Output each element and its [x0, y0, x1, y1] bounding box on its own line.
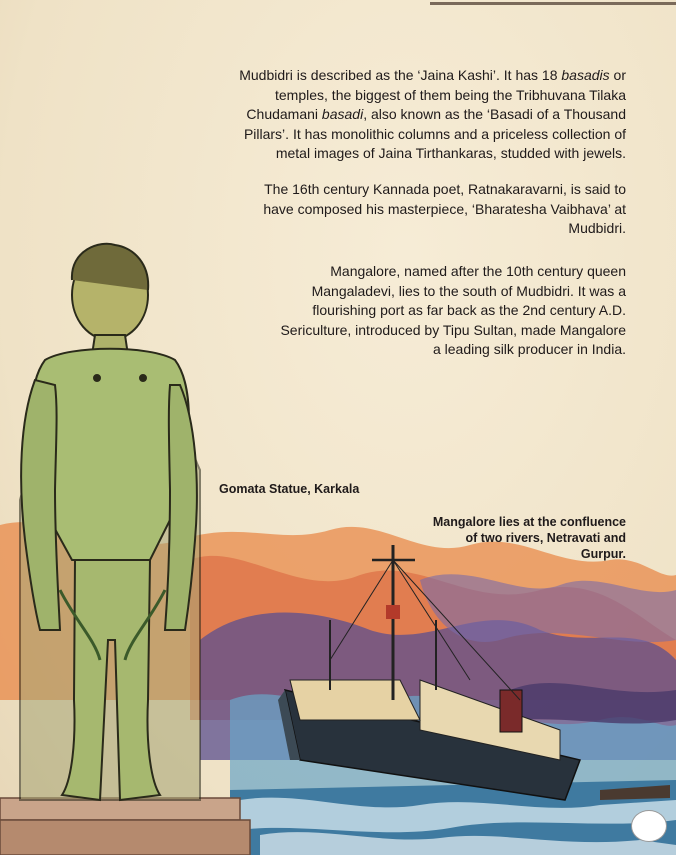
- ship-caption: [366, 514, 626, 562]
- ship-caption-line: of two rivers, Netravati and: [465, 531, 626, 545]
- paragraph-mangalore: [226, 262, 626, 360]
- paragraph-line: [312, 302, 626, 318]
- paragraph-line: [244, 126, 626, 142]
- paragraph-line: [330, 263, 626, 279]
- paragraph-line: [246, 106, 626, 122]
- paragraph-mudbidri: [166, 66, 626, 164]
- text-segment: Mangaladevi, lies to the south of Mudbidri. It was a: [311, 282, 626, 299]
- paragraph-line: [275, 87, 626, 103]
- text-segment: metal images of Jaina Tirthankaras, studded with jewels.: [275, 145, 626, 161]
- italic-term: basadis: [561, 67, 610, 83]
- paragraph-line: [433, 341, 626, 357]
- text-segment: Mangalore, named after the 10th century queen: [330, 263, 626, 279]
- paragraph-line: [312, 283, 626, 299]
- pedestal-illustration: [0, 798, 250, 855]
- text-segment: Mudbidri.: [568, 220, 626, 236]
- paragraph-line: [280, 322, 626, 338]
- paragraph-ratnakaravarni: [196, 180, 626, 239]
- text-segment: or: [609, 67, 626, 83]
- statue-illustration: [20, 244, 200, 800]
- ship-caption-line: Gurpur.: [580, 547, 626, 561]
- paragraph-line: [276, 145, 626, 161]
- text-segment: The 16th century Kannada poet, Ratnakaravarni, is said to: [264, 181, 626, 197]
- paragraph-line: [264, 181, 626, 197]
- publisher-logo-icon: [631, 810, 667, 842]
- text-segment: a leading silk producer in India.: [432, 341, 626, 357]
- paragraph-line: [239, 67, 626, 83]
- text-segment: flourishing port as far back as the 2nd century A.D.: [312, 302, 626, 318]
- ship-caption-line: Mangalore lies at the confluence: [432, 515, 626, 529]
- statue-caption: Gomata Statue, Karkala: [219, 482, 360, 496]
- text-segment: have composed his masterpiece, ‘Bharatesha Vaibhava’ at: [263, 200, 626, 217]
- text-segment: temples, the biggest of them being the Tribhuvana Tilaka: [275, 86, 626, 103]
- text-segment: Mudbidri is described as the ‘Jaina Kashi’. It has 18: [239, 67, 562, 83]
- text-segment: Sericulture, introduced by Tipu Sultan, made Mangalore: [280, 321, 626, 338]
- paragraph-line: [263, 201, 626, 217]
- text-segment: Chudamani: [246, 106, 322, 122]
- text-segment: Pillars’. It has monolithic columns and a priceless collection of: [243, 125, 626, 142]
- paragraph-line: [568, 220, 626, 236]
- text-segment: , also known as the ‘Basadi of a Thousand: [363, 106, 626, 122]
- italic-term: basadi: [321, 106, 364, 122]
